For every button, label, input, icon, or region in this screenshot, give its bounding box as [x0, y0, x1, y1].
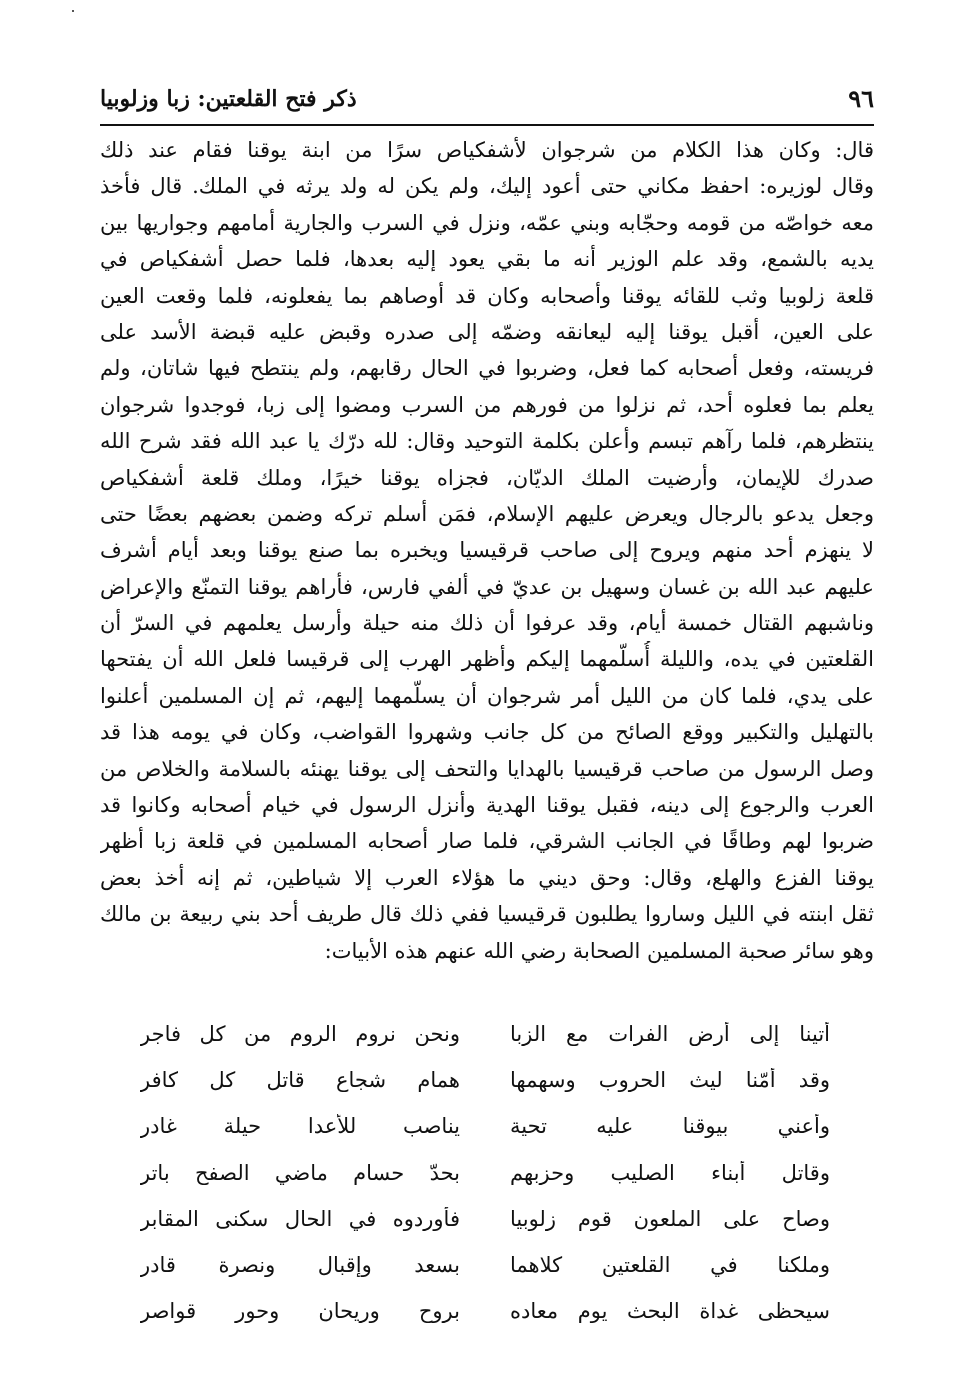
first-hemistich: وقد أمّنا ليث الحروب وسهمها	[510, 1068, 830, 1093]
second-hemistich: بروح وريحان وحور قواصر	[140, 1299, 460, 1324]
second-hemistich: بحدّ حسام ماضي الصفح باتر	[140, 1160, 460, 1185]
poem-verse	[140, 1022, 830, 1068]
prose-line: فريسته، وفعل أصحابه كما فعل، وضربوا في الحال رقابهم، ولم ينتطح فيها شاتان، ولم	[100, 356, 874, 381]
prose-line: ثقل ابنته في الليل وساروا يطلبون قرقيسيا ففي ذلك قال طريف أحد بني ربيعة بن مالك	[100, 902, 874, 927]
second-hemistich: همام شجاع قاتل كل كافر	[140, 1068, 460, 1093]
prose-line: صدرك للإيمان، وأرضيت الملك الديّان، فجزاه يوقنا خيرًا، وملك قلعة أشفكياص	[100, 465, 874, 490]
prose-line: لا ينهزم أحد منهم ويروح إلى صاحب قرقيسيا ويخبره بما صنع يوقنا وبعد أيام أشرف	[100, 538, 874, 563]
page-header	[100, 84, 874, 124]
prose-body	[100, 132, 874, 969]
prose-line: قلعة زلوبيا وثب للقائه يوقنا وأصحابه وكان قد أوصاهم بما يفعلونه، فلما وقعت العين	[100, 283, 874, 308]
first-hemistich: وقاتل أبناء الصليب وحزبهم	[510, 1160, 830, 1185]
first-hemistich: وملكنا في القلعتين كلاهما	[510, 1252, 830, 1277]
second-hemistich: يناصب للأعدا حيلة غادر	[140, 1114, 460, 1139]
second-hemistich: بسعد وإقبال ونصرة قادر	[140, 1252, 460, 1277]
first-hemistich: أتينا إلى أرض الفرات مع الزبا	[510, 1022, 830, 1046]
prose-line: على العين، أقبل يوقنا إليه ليعانقه وضمّه إلى صدره وقبض عليه قبضة الأسد على	[100, 319, 874, 344]
header-rule	[100, 124, 874, 126]
prose-line: وهو سائر صحبة المسلمين الصحابة رضي الله عنهم هذه الأبيات:	[324, 938, 874, 963]
scan-speck	[72, 10, 74, 12]
prose-line: وناشبهم القتال خمسة أيام، وقد عرفوا أن ذلك منه حيلة وأرسل يعلمهم في السرّ أن	[100, 611, 874, 636]
poem-verse	[140, 1207, 830, 1253]
prose-line: على يدي، فلما كان من الليل أمر شرجوان أن يسلّمهما إليهم، ثم إن المسلمين أعلنوا	[100, 683, 874, 708]
prose-line: قال: وكان هذا الكلام من شرجوان لأشفكياص سرًا من ابنة يوقنا فقام عند ذلك	[100, 138, 874, 162]
first-hemistich: سيحظى غداة البحث يوم معاده	[510, 1299, 830, 1324]
prose-line: بالتهليل والتكبير ووقع الصائح من كل جانب وشهروا القواضب، وكان في يومه هذا قد	[100, 720, 874, 745]
running-title: ذكر فتح القلعتين: زبا وزلوبيا	[100, 86, 357, 112]
prose-line: ضربوا لهم وطاقًا في الجانب الشرقي، فلما صار أصحابه المسلمين في قلعة زبا أظهر	[100, 829, 874, 854]
prose-line: العرب والرجوع إلى دينه، فقبل يوقنا الهدية وأنزل الرسول في خيام أصحابه وكانوا قد	[100, 793, 874, 818]
poem-verse	[140, 1253, 830, 1299]
prose-line: ينتظرهم، فلما رآهم تبسم وأعلن بكلمة التوحيد وقال: لله درّك يا عبد الله فقد شرح الله	[100, 429, 874, 454]
prose-line: عليهم عبد الله بن غسان وسهيل بن عديّ في ألفي فارس، فأراهم يوقنا التمنّع والإعراض	[100, 574, 874, 599]
poem-verse	[140, 1161, 830, 1207]
prose-line: يعلم بما فعلوه أحد، ثم نزلوا من فورهم من السرب ومضوا إلى زبا، فوجدوا شرجوان	[100, 392, 874, 417]
second-hemistich: فأوردوه في الحال سكنى المقابر	[140, 1206, 460, 1231]
poem-verse	[140, 1114, 830, 1160]
page-number: ٩٦	[848, 84, 874, 113]
poem-verse	[140, 1068, 830, 1114]
prose-line: معه خواصّه من قومه وحجّابه وبني عمّه، ونزل في السرب والجارية أمامهم وجواريها بين	[100, 210, 874, 235]
prose-line: يديه بالشمع، وقد علم الوزير أنه ما بقي يعود إليه بعدها، فلما حصل أشفكياص في	[100, 247, 874, 272]
poem	[140, 1022, 830, 1345]
prose-line: وقال لوزيره: احفظ مكاني حتى أعود إليك، ولم يكن له ولد يرثه في الملك. قال فأخذ	[100, 174, 874, 199]
poem-verse	[140, 1299, 830, 1345]
second-hemistich: ونحن نروم الروم من كل فاجرِ	[140, 1022, 460, 1046]
first-hemistich: وصاح على الملعون قوم زلوبيا	[510, 1206, 830, 1231]
prose-line: يوقنا الفزع والهلع، وقال: وحق ديني ما هؤلاء العرب إلا شياطين، ثم إنه أخذ بعض	[100, 865, 874, 890]
prose-line: وجعل يدعو بالرجال ويعرض عليهم الإسلام، فمَن أسلم تركه وضمن بعضهم بعضًا حتى	[100, 501, 874, 526]
first-hemistich: وأعني بيوقنا عليه تحية	[510, 1114, 830, 1139]
prose-line: وصل الرسول من صاحب قرقيسيا بالهدايا والتحف إلى يوقنا يهنئه بالسلامة والخلاص من	[100, 756, 874, 781]
prose-line: القلعتين في يده، والليلة أُسلّمهما إليكم وأظهر الهرب إلى قرقيسا فلعل الله أن يفتحها	[100, 647, 874, 672]
